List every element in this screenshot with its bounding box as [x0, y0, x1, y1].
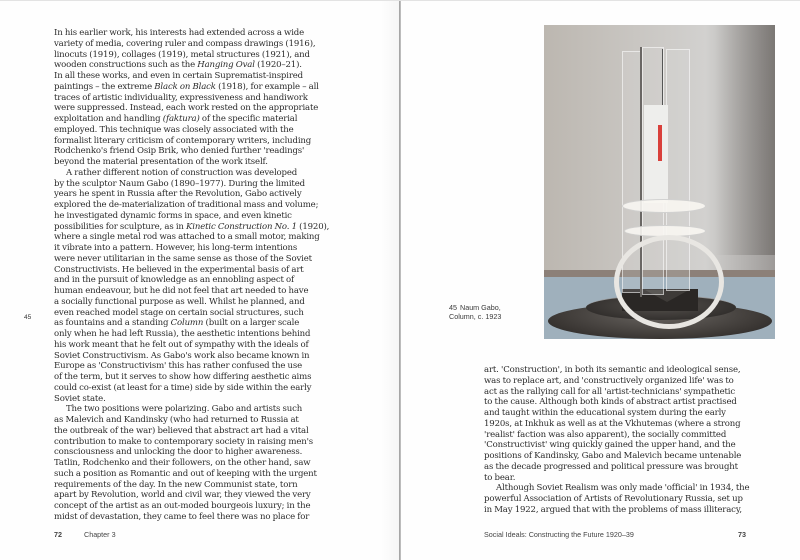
running-head-right: Social Ideals: Constructing the Future 1920–39 — [484, 530, 634, 539]
text-line: explored the de-materialization of traditional mass and volume; — [54, 200, 319, 210]
text-line: possibilities for sculpture, as in Kinetic Construction No. 1 (1920), — [54, 221, 330, 232]
text-line: requirements of the day. In the new Communist state, torn — [54, 479, 298, 490]
italic-title: Black on Black — [154, 81, 216, 92]
sculpture-plate-top — [622, 199, 706, 213]
caption-artist: Naum Gabo, — [460, 303, 501, 312]
text-line: by the sculptor Naum Gabo (1890–1977). During the limited — [54, 178, 305, 189]
page-number-right: 73 — [738, 530, 746, 539]
italic-title: (faktura) — [162, 114, 200, 124]
text-line: as fountains and a standing Column (built on a larger scale — [54, 318, 300, 329]
text-line: were never utilitarian in the same sense as those of the Soviet — [54, 253, 312, 264]
text-line: was to replace art, and 'constructively organized life' was to — [484, 375, 734, 386]
text-line: traces of artistic individuality, expressiveness and handiwork — [54, 92, 308, 103]
text-line: Although Soviet Realism was only made 'official' in 1934, the — [496, 483, 750, 494]
sculpture-red-bar — [658, 125, 662, 161]
text-line: 'realist' faction was also apparent), the socially committed — [484, 429, 727, 440]
text-line: positions of Kandinsky, Gabo and Malevich became untenable — [484, 451, 742, 461]
italic-title: Kinetic Construction No. 1 — [186, 221, 297, 232]
right-page — [401, 1, 800, 560]
page-number-left: 72 — [54, 530, 62, 539]
text-line: of the term, but it serves to show how differing aesthetic aims — [54, 372, 312, 382]
figure-photo-naum-gabo-column — [544, 25, 775, 339]
text-line: In his earlier work, his interests had extended across a wide — [54, 28, 305, 38]
text-line: Constructivists. He believed in the experimental basis of art — [54, 264, 304, 275]
text-line: Europe as 'Constructivism' this has rather confused the use — [54, 361, 303, 372]
text-line: Rodchenko's friend Osip Brik, who denied further 'readings' — [54, 146, 305, 157]
text-line: to the cause. Although both kinds of abstract artist practised — [484, 397, 737, 408]
text-line: formalist literary criticism of contemporary writers, including — [54, 135, 312, 146]
caption-title-date: Column, c. 1923 — [449, 312, 502, 321]
text-line: where a single metal rod was attached to a small motor, making — [54, 232, 320, 243]
figure-number: 45 — [449, 303, 457, 312]
text-line: years he spent in Russia after the Revolution, Gabo actively — [54, 189, 302, 200]
figure-margin-reference: 45 — [24, 314, 32, 321]
text-line: employed. This technique was closely associated with the — [54, 124, 294, 135]
text-line: were suppressed. Instead, each work rested on the appropriate — [54, 103, 319, 114]
sculpture-white-panel — [644, 105, 668, 203]
text-line: such a position as Romantic and out of keeping with the urgent — [54, 468, 317, 479]
text-line: act as the rallying call for all 'artist-technicians' sympathetic — [484, 386, 735, 397]
text-line: art. 'Construction', in both its semantic and ideological sense, — [484, 365, 741, 375]
text-line: 1920s, at Inkhuk as well as at the Vkhutemas (where a strong — [484, 418, 741, 429]
text-line: to bear. — [484, 472, 516, 483]
text-line: it vibrate into a pattern. However, his long-term intentions — [54, 243, 298, 253]
figure-caption — [449, 303, 501, 321]
text-line: only when he had left Russia), the aesthetic intentions behind — [54, 329, 311, 339]
right-page-body-text — [484, 365, 749, 516]
text-line: the outbreak of the war) believed that abstract art had a vital — [54, 425, 309, 436]
text-line: paintings – the extreme Black on Black (1918), for example – all — [54, 81, 319, 92]
text-line: apart by Revolution, world and civil war, they viewed the very — [54, 490, 311, 501]
text-line: concept of the artist as an out-moded bourgeois luxury; in the — [54, 501, 311, 511]
text-line: midst of devastation, they came to feel there was no place for — [54, 511, 310, 522]
text-line: contribution to make to contemporary society in raising men's — [54, 436, 314, 447]
text-line: could co-exist (at least for a time) side by side within the early — [54, 382, 312, 393]
text-line: as Malevich and Kandinsky (who had returned to Russia at — [54, 415, 299, 425]
left-page-body-text — [54, 28, 329, 523]
text-line: beyond the material presentation of the work itself. — [54, 157, 268, 167]
italic-title: Column — [170, 318, 204, 329]
text-line: Soviet Constructivism. As Gabo's work also became known in — [54, 350, 310, 361]
text-line: powerful Association of Artists of Revolutionary Russia, set up — [484, 494, 743, 504]
text-line: human endeavour, but he did not feel that art needed to have — [54, 286, 309, 296]
text-line: even reached model stage on certain social structures, such — [54, 307, 304, 318]
text-line: Tatlin, Rodchenko and their followers, on the other hand, saw — [54, 458, 311, 468]
text-line: A rather different notion of construction was developed — [66, 167, 298, 178]
text-line: in May 1922, argued that with the problems of mass illiteracy, — [484, 504, 742, 515]
text-line: The two positions were polarizing. Gabo and artists such — [66, 404, 303, 415]
sculpture-ring — [614, 235, 724, 329]
text-line: and in the pursuit of knowledge as an ennobling aspect of — [54, 275, 295, 286]
text-line: and taught within the educational system during the early — [484, 408, 726, 418]
left-page — [0, 1, 399, 560]
text-line: variety of media, covering ruler and compass drawings (1916), — [54, 38, 316, 49]
text-line: In all these works, and even in certain Suprematist-inspired — [54, 71, 304, 81]
text-line: as the decade progressed and political pressure was brought — [484, 461, 738, 472]
text-line: a socially functional purpose as well. Whilst he planned, and — [54, 296, 305, 307]
running-head-left: Chapter 3 — [84, 530, 116, 539]
italic-title: Hanging Oval — [197, 60, 255, 71]
gutter-shadow-left — [380, 1, 399, 560]
text-line: linocuts (1919), collages (1919), metal structures (1921), and — [54, 49, 310, 60]
text-line: exploitation and handling (faktura) of the specific material — [54, 114, 298, 124]
text-line: he investigated dynamic forms in space, and even kinetic — [54, 210, 292, 221]
text-line: wooden constructions such as the Hanging Oval (1920–21). — [54, 60, 302, 71]
text-line: consciousness and unlocking the door to higher awareness. — [54, 447, 303, 458]
text-line: Soviet state. — [54, 393, 106, 404]
photo-wall-shadow — [715, 25, 775, 255]
text-line: 'Constructivist' wing quickly gained the upper hand, and the — [484, 440, 736, 451]
text-line: his work meant that he felt out of sympathy with the ideals of — [54, 339, 309, 350]
